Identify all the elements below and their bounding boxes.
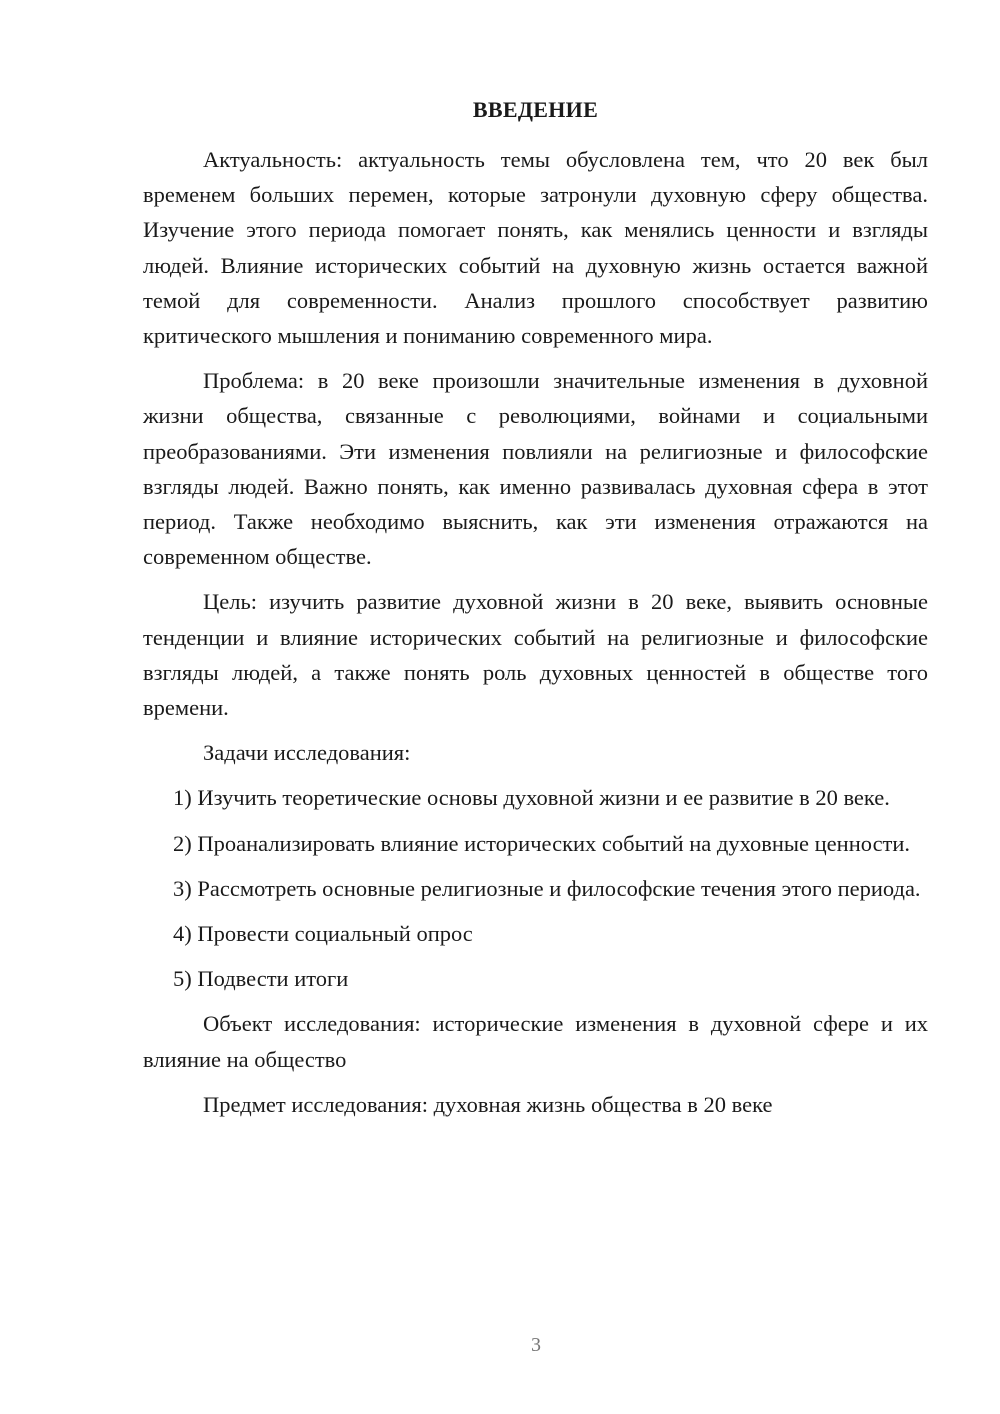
goal-paragraph: Цель: изучить развитие духовной жизни в 20 веке, выявить основные тенденции и влияние исторических событий на религиозные и философские взгляды людей, а также понять роль духовных ценностей в обществе того времени. <box>143 589 928 721</box>
tasks-title: Задачи исследования: <box>203 740 411 766</box>
task-item-5: 5) Подвести итоги <box>173 966 349 992</box>
page-number: 3 <box>531 1334 541 1356</box>
task-item-1: 1) Изучить теоретические основы духовной жизни и ее развитие в 20 веке. <box>173 785 890 811</box>
task-item-2: 2) Проанализировать влияние исторических событий на духовные ценности. <box>173 830 911 856</box>
task-item-3: 3) Рассмотреть основные религиозные и философские течения этого периода. <box>173 875 921 901</box>
task-item-4: 4) Провести социальный опрос <box>173 921 473 947</box>
problem-paragraph: Проблема: в 20 веке произошли значительные изменения в духовной жизни общества, связанные с революциями, войнами и социальными преобразованиями. Эти изменения повлияли на религиозные и философские взгляды людей. Важно понять, как именно развивалась духовная сфера в этот период. Также необходимо выяснить, как эти изменения отражаются на современном обществе. <box>143 368 928 570</box>
relevance-paragraph: Актуальность: актуальность темы обусловлена тем, что 20 век был временем больших перемен, которые затронули духовную сферу общества. Изучение этого периода помогает понять, как менялись ценности и взгляды людей. Влияние исторических событий на духовную жизнь остается важной темой для современности. Анализ прошлого способствует развитию критического мышления и пониманию современного мира. <box>143 147 928 349</box>
page-title: ВВЕДЕНИЕ <box>472 97 599 122</box>
document-body <box>143 142 928 1122</box>
object-paragraph: Объект исследования: исторические изменения в духовной сфере и их влияние на общество <box>143 1011 928 1072</box>
subject-paragraph: Предмет исследования: духовная жизнь общества в 20 веке <box>203 1091 773 1117</box>
